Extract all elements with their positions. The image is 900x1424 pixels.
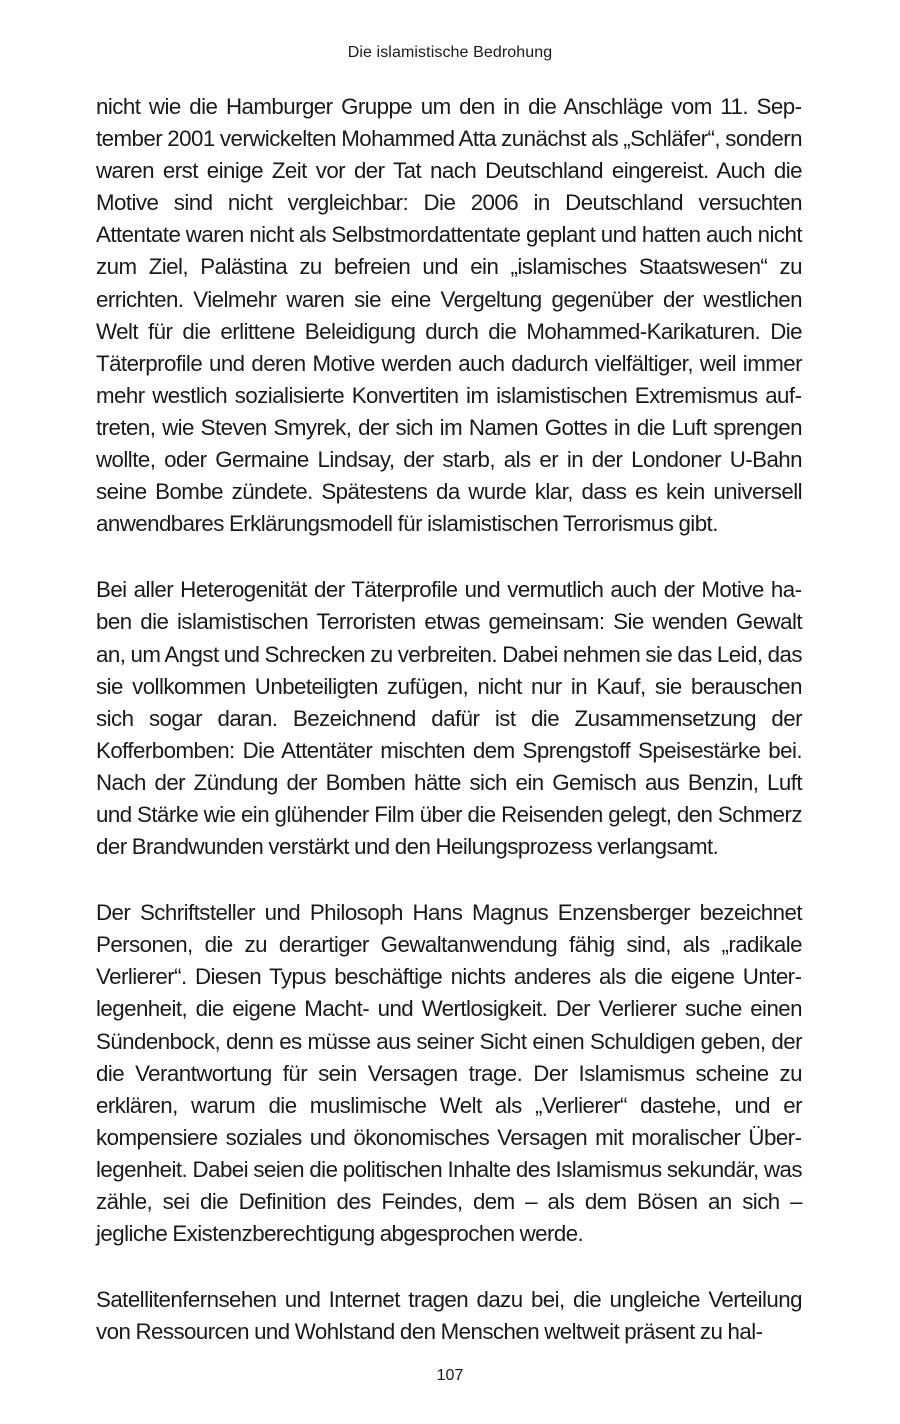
body-text bbox=[96, 91, 802, 1348]
paragraph-4: Satellitenfernsehen und Internet tragen dazu bei, die ungleiche Verteilung von Ressourcen und Wohlstand den Menschen weltweit präsent zu hal- bbox=[96, 1287, 802, 1345]
page-number: 107 bbox=[436, 1367, 464, 1384]
paragraph-3: Der Schriftsteller und Philosoph Hans Magnus Enzensberger bezeichnet Personen, die zu derartiger Gewaltanwendung fähig sind, als „radikale Verlierer“. Diesen Typus beschäftige nichts anderes als die eigene Unterlegenheit, die eigene Macht- und Wertlosigkeit. Der Verlierer suche einen Sündenbock, denn es müsse aus seiner Sicht einen Schuldigen geben, der die Verantwortung für sein Versagen trage. Der Islamismus scheine zu erklären, warum die muslimische Welt als „Verlierer“ dastehe, und er kompensiere soziales und ökonomisches Versagen mit moralischer Überlegenheit. Dabei seien die politischen Inhalte des Islamismus sekundär, was zähle, sei die Definition des Feindes, dem – als dem Bösen an sich – jegliche Existenzberechtigung abgesprochen werde. bbox=[96, 900, 802, 1247]
running-header: Die islamistische Bedrohung bbox=[347, 44, 553, 61]
paragraph-1: nicht wie die Hamburger Gruppe um den in die Anschläge vom 11. September 2001 verwickelten Mohammed Atta zunächst als „Schläfer“, sondern waren erst einige Zeit vor der Tat nach Deutschland eingereist. Auch die Motive sind nicht vergleichbar: Die 2006 in Deutschland versuchten Attentate waren nicht als Selbstmordattentate geplant und hatten auch nicht zum Ziel, Palästina zu befreien und ein „islamisches Staatswesen“ zu errichten. Vielmehr waren sie eine Vergeltung gegenüber der westlichen Welt für die erlittene Beleidigung durch die Mohammed-Karikaturen. Die Täterprofile und deren Motive werden auch dadurch vielfältiger, weil immer mehr westlich sozialisierte Konvertiten im islamistischen Extremismus auftreten, wie Steven Smyrek, der sich im Namen Gottes in die Luft sprengen wollte, oder Germaine Lindsay, der starb, als er in der Londoner U-Bahn seine Bombe zündete. Spätestens da wurde klar, dass es kein universell anwendbares Erklärungsmodell für islamistischen Terrorismus gibt. bbox=[96, 94, 802, 537]
paragraph-2: Bei aller Heterogenität der Täterprofile und vermutlich auch der Motive haben die islamistischen Terroristen etwas gemeinsam: Sie wenden Gewalt an, um Angst und Schrecken zu verbreiten. Dabei nehmen sie das Leid, das sie vollkommen Unbeteiligten zufügen, nicht nur in Kauf, sie berauschen sich sogar daran. Bezeichnend dafür ist die Zusammensetzung der Kofferbomben: Die Attentäter mischten dem Sprengstoff Speisestärke bei. Nach der Zündung der Bomben hätte sich ein Gemisch aus Benzin, Luft und Stärke wie ein glühender Film über die Reisenden gelegt, den Schmerz der Brandwunden verstärkt und den Heilungsprozess verlangsamt. bbox=[96, 577, 802, 860]
